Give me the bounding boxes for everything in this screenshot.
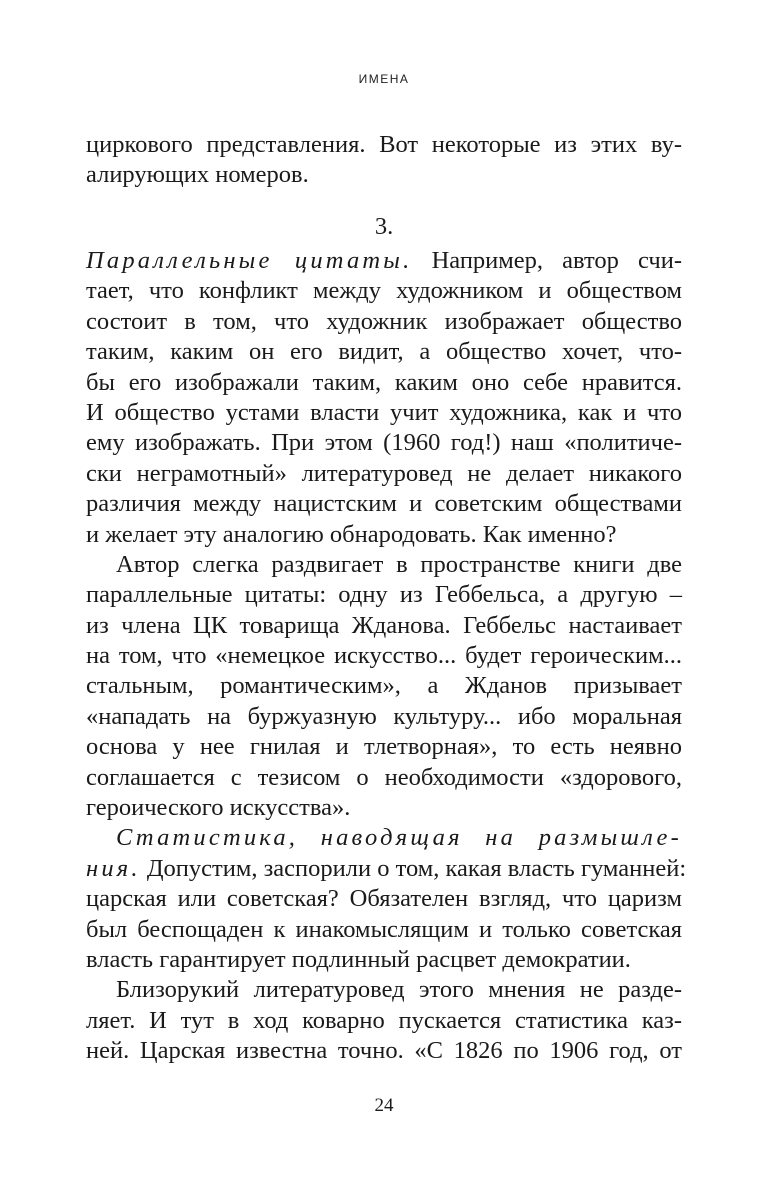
subheading-statistics: Статистика, наводящая на размышле- — [116, 824, 682, 852]
text-line: был беспощаден к инакомыслящим и только советская — [86, 915, 682, 943]
text-line: Близорукий литературовед этого мнения не разде- — [116, 976, 682, 1004]
text-line: царская или советская? Обязателен взгляд, что царизм — [86, 885, 682, 913]
text-line: бы его изображали таким, каким оно себе нравится. — [86, 368, 682, 396]
text-line — [86, 246, 682, 276]
text-line: из члена ЦК товарища Жданова. Геббельс настаивает — [86, 611, 682, 639]
text-line: тает, что конфликт между художником и обществом — [86, 277, 682, 305]
text-line — [86, 823, 682, 853]
text-line: состоит в том, что художник изображает общество — [86, 307, 682, 335]
text-line: основа у нее гнилая и тлетворная», то есть неявно — [86, 733, 682, 761]
intro-paragraph — [86, 130, 682, 191]
text-line: таким, каким он его видит, а общество хочет, что- — [86, 338, 682, 366]
text-line: ляет. И тут в ход коварно пускается статистика каз- — [86, 1006, 682, 1034]
text-line: и желает эту аналогию обнародовать. Как именно? — [86, 520, 617, 548]
text-line: героического искусства». — [86, 794, 351, 822]
text-line: Автор слегка раздвигает в пространстве книги две — [116, 550, 682, 578]
page-number: 24 — [374, 1095, 394, 1116]
main-text — [86, 246, 687, 1067]
subheading-statistics-end: ния. — [86, 854, 141, 882]
text-line: алирующих номеров. — [86, 161, 309, 189]
text-line: циркового представления. Вот некоторые из этих ву- — [86, 131, 682, 158]
text-line: ней. Царская известна точно. «С 1826 по 1906 год, от — [86, 1037, 682, 1065]
section-number: 3. — [374, 213, 394, 240]
text-line: И общество устами власти учит художника, как и что — [86, 398, 682, 426]
text-line — [86, 854, 687, 884]
text-line: ски неграмотный» литературовед не делает никакого — [86, 459, 682, 487]
text-line: на том, что «немецкое искусство... будет героическим... — [86, 642, 682, 670]
text-fragment: Например, автор счи- — [412, 247, 682, 274]
text-line: различия между нацистским и советским обществами — [86, 490, 682, 518]
text-fragment: Допустим, заспорили о том, какая власть гуманней: — [140, 854, 687, 882]
text-line: ему изображать. При этом (1960 год!) наш «политиче- — [86, 429, 682, 457]
subheading-parallel-quotes: Параллельные цитаты. — [86, 247, 413, 274]
text-line: «нападать на буржуазную культуру... ибо моральная — [86, 702, 682, 730]
text-line: стальным, романтическим», а Жданов призывает — [86, 672, 682, 700]
text-line: соглашается с тезисом о необходимости «здорового, — [86, 763, 682, 791]
running-head: ИМЕНА — [358, 72, 410, 86]
text-line: власть гарантирует подлинный расцвет демократии. — [86, 945, 631, 973]
text-line: параллельные цитаты: одну из Геббельса, а другую – — [86, 581, 682, 609]
